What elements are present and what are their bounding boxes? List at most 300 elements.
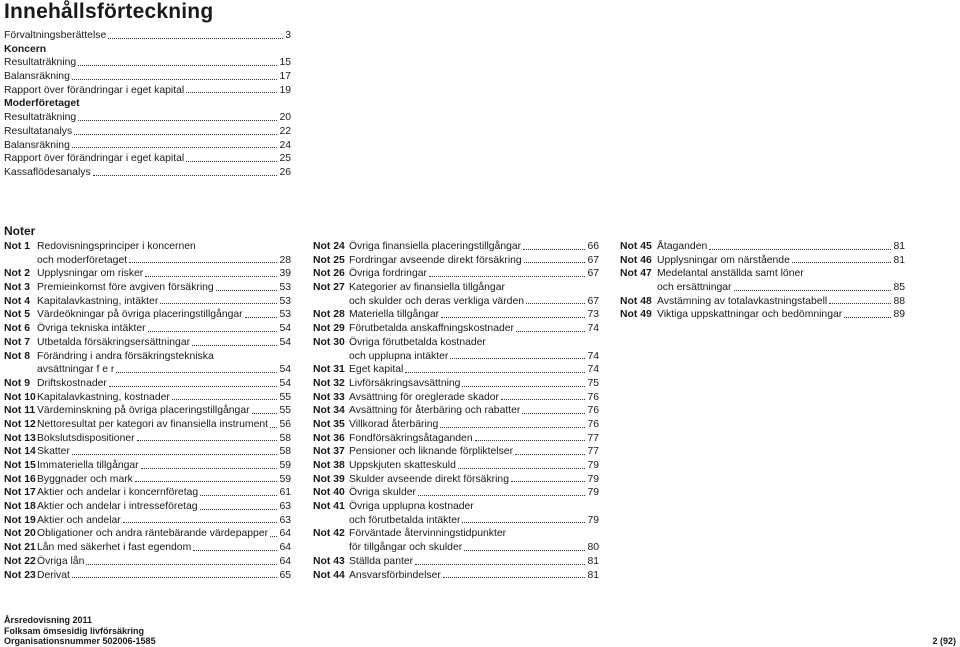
note-page: 79 [587, 473, 599, 485]
note-number: Not 31 [313, 364, 345, 376]
note-page: 81 [893, 241, 905, 252]
note-page: 54 [279, 377, 291, 389]
note-page: 81 [587, 555, 599, 567]
note-page: 59 [279, 460, 291, 471]
note-label: Aktier och andelar i intresseföretag [37, 501, 198, 513]
note-entry [4, 391, 291, 405]
note-label: och ersättningar [657, 282, 732, 294]
dot-leader [523, 240, 585, 250]
note-entry [4, 295, 291, 309]
dot-leader [145, 267, 277, 277]
note-entry [313, 254, 599, 268]
note-entry [4, 432, 291, 446]
note-number: Not 41 [313, 501, 345, 513]
note-number: Not 7 [4, 336, 30, 348]
footer [4, 615, 156, 647]
note-number: Not 42 [313, 528, 345, 540]
note-entry [4, 569, 291, 583]
note-entry [4, 281, 291, 295]
note-label: Fondförsäkringsåtaganden [349, 432, 473, 444]
note-entry [4, 514, 291, 528]
note-label: Övriga finansiella placeringstillgångar [349, 241, 522, 252]
dot-leader [72, 139, 278, 149]
note-entry [4, 473, 291, 487]
dot-leader [429, 267, 585, 277]
note-label: Premieinkomst före avgiven försäkring [37, 282, 214, 294]
note-label: och skulder och deras verkliga värden [349, 295, 525, 307]
toc-entry-page: 17 [279, 71, 291, 83]
note-number: Not 6 [4, 323, 30, 335]
note-label: och förutbetalda intäkter [349, 514, 461, 526]
note-label: Kapitalavkastning, intäkter [37, 295, 159, 307]
note-label: för tillgångar och skulder [349, 542, 463, 554]
toc-entry [4, 152, 291, 166]
note-label: Immateriella tillgångar [37, 460, 139, 471]
note-page: 28 [279, 254, 291, 266]
note-page: 58 [279, 432, 291, 444]
note-number [313, 295, 349, 309]
dot-leader [734, 281, 892, 291]
note-page: 65 [279, 569, 291, 581]
dot-leader [108, 29, 283, 39]
note-label: Redovisningsprinciper i koncernen [37, 241, 196, 252]
toc-entry-page: 26 [279, 166, 291, 178]
note-entry [313, 267, 599, 281]
toc-entry [4, 84, 291, 98]
note-number: Not 32 [313, 377, 345, 389]
dot-leader [109, 377, 278, 387]
dot-leader [441, 308, 585, 318]
note-label: Förväntade återvinningstidpunkter [349, 528, 507, 540]
note-number: Not 33 [313, 391, 345, 403]
note-label: Kategorier av finansiella tillgångar [349, 282, 505, 294]
note-page: 89 [893, 309, 905, 321]
dot-leader [464, 541, 585, 551]
note-label: Övriga upplupna kostnader [349, 501, 474, 513]
dot-leader [511, 473, 585, 483]
note-number: Not 3 [4, 282, 30, 294]
note-entry [313, 308, 599, 322]
note-label: Förutbetalda anskaffningskostnader [349, 323, 515, 335]
note-entry [4, 486, 291, 500]
note-entry [313, 295, 599, 309]
note-entry [313, 404, 599, 418]
note-number: Not 17 [4, 487, 36, 499]
note-label: Eget kapital [349, 364, 404, 376]
dot-leader [450, 350, 585, 360]
note-entry [313, 541, 599, 555]
note-entry [620, 254, 905, 268]
dot-leader [72, 70, 278, 80]
note-entry [4, 445, 291, 459]
note-number [313, 541, 349, 555]
note-page: 80 [587, 542, 599, 554]
note-label: Avstämning av totalavkastningstabell [657, 295, 828, 307]
dot-leader [135, 473, 278, 483]
note-entry [313, 486, 599, 500]
note-page: 88 [893, 295, 905, 307]
note-label: Uppskjuten skatteskuld [349, 460, 456, 471]
toc-entry [4, 56, 291, 70]
dot-leader [829, 295, 891, 305]
notes-column-3 [620, 240, 905, 322]
note-label: Bokslutsdispositioner [37, 432, 135, 444]
footer-line-3: Organisationsnummer 502006-1585 [4, 636, 156, 646]
note-page: 74 [587, 350, 599, 362]
note-number [313, 514, 349, 528]
page-title: Innehållsförteckning [4, 0, 214, 23]
dot-leader [160, 295, 277, 305]
note-number: Not 12 [4, 418, 36, 430]
note-page: 64 [279, 528, 291, 540]
note-entry [313, 281, 599, 295]
note-page: 39 [279, 268, 291, 280]
toc-entry-page: 22 [279, 125, 291, 137]
dot-leader [186, 84, 277, 94]
note-label: Skulder avseende direkt försäkring [349, 473, 509, 485]
toc-entry-label: Rapport över förändringar i eget kapital [4, 84, 185, 96]
dot-leader [405, 363, 585, 373]
note-page: 76 [587, 418, 599, 430]
note-page: 77 [587, 432, 599, 444]
note-entry [313, 473, 599, 487]
note-number: Not 30 [313, 336, 345, 348]
note-label: Aktier och andelar i koncernföretag [37, 487, 199, 499]
note-label: Avsättning för oreglerade skador [349, 391, 499, 403]
note-page: 58 [279, 446, 291, 458]
toc-entry-label: Kassaflödesanalys [4, 166, 91, 178]
notes-heading: Noter [4, 224, 36, 238]
note-entry [4, 459, 291, 473]
note-label: Pensioner och liknande förpliktelser [349, 446, 514, 458]
note-label: Skatter [37, 446, 70, 458]
note-entry [620, 267, 905, 281]
note-number: Not 28 [313, 309, 345, 321]
note-number: Not 15 [4, 460, 36, 471]
note-label: Åtaganden [657, 241, 708, 252]
note-number: Not 46 [620, 254, 652, 266]
note-number: Not 47 [620, 268, 652, 280]
note-page: 67 [587, 295, 599, 307]
note-page: 55 [279, 405, 291, 417]
note-number: Not 38 [313, 460, 345, 471]
note-number: Not 27 [313, 282, 345, 294]
dot-leader [148, 322, 278, 332]
note-entry [313, 514, 599, 528]
note-entry [4, 527, 291, 541]
note-entry [4, 254, 291, 268]
note-entry [4, 541, 291, 555]
page-number: 2 (92) [932, 636, 956, 646]
dot-leader [72, 445, 278, 455]
note-page: 54 [279, 336, 291, 348]
note-number: Not 4 [4, 295, 30, 307]
dot-leader [709, 240, 891, 250]
note-page: 74 [587, 364, 599, 376]
note-number: Not 23 [4, 569, 36, 581]
note-number [4, 254, 37, 268]
note-label: Övriga fordringar [349, 268, 427, 280]
notes-column-2 [313, 240, 599, 582]
note-label: Medelantal anställda samt löner [657, 268, 804, 280]
note-page: 67 [587, 268, 599, 280]
note-number: Not 48 [620, 295, 652, 307]
note-label: Nettoresultat per kategori av finansiella instrument [37, 418, 269, 430]
note-label: Utbetalda försäkringsersättningar [37, 336, 191, 348]
dot-leader [462, 377, 585, 387]
toc-entry-label: Resultatanalys [4, 125, 73, 137]
note-number: Not 49 [620, 309, 652, 321]
dot-leader [475, 432, 586, 442]
dot-leader [123, 514, 278, 524]
toc-section-heading [4, 43, 291, 57]
toc-entry-label: Rapport över förändringar i eget kapital [4, 153, 185, 165]
dot-leader [524, 254, 586, 264]
note-page: 64 [279, 555, 291, 567]
note-label: Aktier och andelar [37, 514, 121, 526]
note-page: 66 [587, 241, 599, 252]
dot-leader [193, 541, 277, 551]
note-number: Not 20 [4, 528, 36, 540]
note-entry [620, 281, 905, 295]
note-page: 63 [279, 514, 291, 526]
dot-leader [458, 459, 586, 469]
note-number: Not 29 [313, 323, 345, 335]
dot-leader [200, 486, 277, 496]
note-entry [313, 363, 599, 377]
dot-leader [172, 391, 278, 401]
footer-line-2: Folksam ömsesidig livförsäkring [4, 625, 145, 636]
note-label: Obligationer och andra räntebärande värdepapper [37, 528, 269, 540]
dot-leader [516, 322, 585, 332]
note-label: Driftskostnader [37, 377, 107, 389]
dot-leader [415, 555, 585, 565]
note-number: Not 11 [4, 405, 36, 417]
note-page: 67 [587, 254, 599, 266]
note-label: Värdeökningar på övriga placeringstillgångar [37, 309, 243, 321]
note-entry [313, 350, 599, 364]
note-number: Not 39 [313, 473, 345, 485]
note-number: Not 14 [4, 446, 36, 458]
note-label: Ställda panter [349, 555, 414, 567]
note-number: Not 35 [313, 418, 345, 430]
toc-entry [4, 166, 291, 180]
note-label: Övriga skulder [349, 487, 416, 499]
note-page: 73 [587, 309, 599, 321]
dot-leader [216, 281, 278, 291]
dot-leader [522, 404, 585, 414]
note-label: och upplupna intäkter [349, 350, 449, 362]
note-number: Not 18 [4, 501, 36, 513]
dot-leader [526, 295, 585, 305]
note-entry [4, 308, 291, 322]
dot-leader [844, 308, 891, 318]
dot-leader [440, 418, 585, 428]
dot-leader [270, 527, 277, 537]
dot-leader [462, 514, 585, 524]
note-label: Ansvarsförbindelser [349, 569, 441, 581]
dot-leader [192, 336, 277, 346]
dot-leader [501, 391, 585, 401]
note-number: Not 34 [313, 405, 345, 417]
toc-entry-label: Balansräkning [4, 139, 70, 151]
note-number: Not 10 [4, 391, 36, 403]
toc-entry-page: 19 [279, 84, 291, 96]
dot-leader [443, 569, 586, 579]
note-label: Övriga förutbetalda kostnader [349, 336, 486, 348]
note-page: 77 [587, 446, 599, 458]
dot-leader [78, 56, 277, 66]
note-entry [313, 500, 599, 514]
note-entry [4, 322, 291, 336]
dot-leader [72, 569, 278, 579]
note-entry [4, 404, 291, 418]
dot-leader [270, 418, 277, 428]
note-page: 53 [279, 282, 291, 294]
toc-section-heading [4, 97, 291, 111]
note-page: 81 [587, 569, 599, 581]
note-number: Not 24 [313, 241, 345, 252]
toc-entry-page: 25 [279, 153, 291, 165]
note-entry [313, 377, 599, 391]
note-page: 79 [587, 514, 599, 526]
note-page: 55 [279, 391, 291, 403]
dot-leader [792, 254, 892, 264]
dot-leader [129, 254, 277, 264]
note-entry [313, 432, 599, 446]
note-label: Upplysningar om risker [37, 268, 144, 280]
note-entry [313, 391, 599, 405]
note-entry [4, 350, 291, 364]
note-label: Fordringar avseende direkt försäkring [349, 254, 522, 266]
note-page: 74 [587, 323, 599, 335]
toc-entry [4, 111, 291, 125]
note-label: Derivat [37, 569, 70, 581]
note-page: 53 [279, 309, 291, 321]
note-entry [4, 267, 291, 281]
dot-leader [418, 486, 585, 496]
dot-leader [245, 308, 278, 318]
note-entry [313, 240, 599, 254]
note-number: Not 2 [4, 268, 30, 280]
note-label: Viktiga uppskattningar och bedömningar [657, 309, 843, 321]
note-page: 64 [279, 542, 291, 554]
toc-entry-page: 24 [279, 139, 291, 151]
note-number: Not 8 [4, 350, 30, 362]
dot-leader [200, 500, 278, 510]
note-page: 79 [587, 487, 599, 499]
note-page: 85 [893, 282, 905, 294]
toc-entry [4, 29, 291, 43]
table-of-contents [4, 29, 291, 180]
note-entry [4, 240, 291, 254]
note-entry [620, 295, 905, 309]
note-number: Not 44 [313, 569, 345, 581]
note-number: Not 45 [620, 241, 652, 252]
note-label: Övriga tekniska intäkter [37, 323, 146, 335]
note-entry [4, 555, 291, 569]
note-number: Not 21 [4, 542, 36, 554]
note-page: 61 [279, 487, 291, 499]
note-page: 75 [587, 377, 599, 389]
note-label: Värdeminskning på övriga placeringstillgångar [37, 405, 250, 417]
note-number: Not 16 [4, 473, 36, 485]
note-label: Lån med säkerhet i fast egendom [37, 542, 192, 554]
note-entry [313, 569, 599, 583]
note-label: Förändring i andra försäkringstekniska [37, 350, 214, 362]
note-number [620, 281, 657, 295]
note-number: Not 9 [4, 377, 30, 389]
note-entry [4, 336, 291, 350]
note-entry [4, 377, 291, 391]
note-number: Not 37 [313, 446, 345, 458]
note-entry [4, 418, 291, 432]
note-entry [620, 308, 905, 322]
note-number: Not 43 [313, 555, 345, 567]
toc-entry-label: Förvaltningsberättelse [4, 30, 107, 41]
dot-leader [86, 555, 277, 565]
dot-leader [515, 445, 585, 455]
note-entry [620, 240, 905, 254]
toc-entry-page: 15 [279, 57, 291, 69]
note-page: 56 [279, 418, 291, 430]
note-number: Not 25 [313, 254, 345, 266]
toc-entry [4, 139, 291, 153]
toc-entry-label: Koncern [4, 43, 47, 55]
note-label: Villkorad återbäring [349, 418, 439, 430]
note-number: Not 40 [313, 487, 345, 499]
note-number: Not 19 [4, 514, 36, 526]
toc-entry [4, 70, 291, 84]
dot-leader [137, 432, 278, 442]
dot-leader [252, 404, 278, 414]
note-page: 63 [279, 501, 291, 513]
note-label: Byggnader och mark [37, 473, 133, 485]
toc-entry-page: 3 [285, 30, 291, 41]
note-number: Not 36 [313, 432, 345, 444]
toc-entry-label: Balansräkning [4, 71, 70, 83]
footer-line-1: Årsredovisning 2011 [4, 615, 93, 625]
note-label: Materiella tillgångar [349, 309, 440, 321]
note-entry [313, 527, 599, 541]
note-page: 54 [279, 364, 291, 376]
note-page: 81 [893, 254, 905, 266]
toc-entry-label: Resultaträkning [4, 57, 77, 69]
note-entry [313, 322, 599, 336]
note-label: och moderföretaget [37, 254, 128, 266]
note-page: 53 [279, 295, 291, 307]
note-label: Kapitalavkastning, kostnader [37, 391, 170, 403]
dot-leader [186, 152, 277, 162]
note-page: 76 [587, 391, 599, 403]
note-number: Not 13 [4, 432, 36, 444]
note-entry [313, 555, 599, 569]
note-entry [4, 500, 291, 514]
note-entry [313, 445, 599, 459]
dot-leader [116, 363, 277, 373]
dot-leader [141, 459, 278, 469]
note-page: 59 [279, 473, 291, 485]
notes-column-1 [4, 240, 291, 582]
note-entry [313, 336, 599, 350]
note-page: 76 [587, 405, 599, 417]
note-label: Övriga lån [37, 555, 85, 567]
toc-entry-page: 20 [279, 112, 291, 124]
note-entry [313, 459, 599, 473]
note-label: Livförsäkringsavsättning [349, 377, 461, 389]
note-number: Not 22 [4, 555, 36, 567]
toc-entry-label: Resultaträkning [4, 112, 77, 124]
